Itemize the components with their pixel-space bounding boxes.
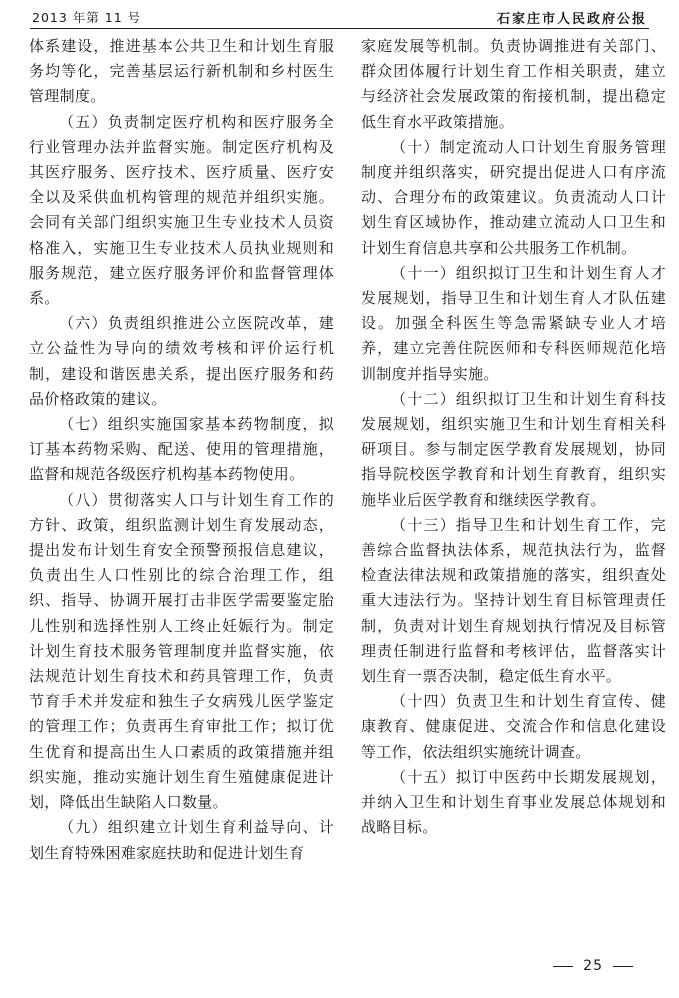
page-header [30,4,649,29]
paragraph-left-2: （五）负责制定医疗机构和医疗服务全行业管理办法并监督实施。制定医疗机构及其医疗服务、医疗技术、医疗质量、医疗安全以及采供血机构管理的规范并组织实施。会同有关部门组织实施卫生专业技术人员资格准入，实施卫生专业技术人员执业规则和服务规范，建立医疗服务评价和监督管理体系。 [29,112,334,308]
issue-label: 2013 年第 11 号 [32,10,142,25]
paragraph-right-2: （十）制定流动人口计划生育服务管理制度并组织落实，研究提出促进人口有序流动、合理分布的政策建议。负责流动人口计划生育区域协作，推动建立流动人口卫生和计划生育信息共享和公共服务工作机制。 [361,137,666,257]
paragraph-right-5: （十三）指导卫生和计划生育工作，完善综合监督执法体系，规范执法行为，监督检查法律法规和政策措施的落实，组织查处重大违法行为。坚持计划生育目标管理责任制，负责对计划生育规划执行情况及目标管理责任制进行监督和考核评估，监督落实计划生育一票否决制，稳定低生育水平。 [361,515,666,686]
paragraph-left-5: （八）贯彻落实人口与计划生育工作的方针、政策，组织监测计划生育发展动态，提出发布计划生育安全预警预报信息建议，负责出生人口性别比的综合治理工作，组织、指导、协调开展打击非医学需要鉴定胎儿性别和选择性别人工终止妊娠行为。制定计划生育技术服务管理制度并监督实施，依法规范计划生育技术和药具管理工作，负责节育手术并发症和独生子女病残儿医学鉴定的管理工作；负责再生育审批工作；拟订优生优育和提高出生人口素质的政策措施并组织实施，推动实施计划生育生殖健康促进计划，降低出生缺陷人口数量。 [29,490,334,812]
paragraph-left-1: 体系建设，推进基本公共卫生和计划生育服务均等化，完善基层运行新机制和乡村医生管理制度。 [29,37,334,106]
right-column [361,34,666,841]
journal-title: 石家庄市人民政府公报 [496,12,647,27]
paragraph-right-6: （十四）负责卫生和计划生育宣传、健康教育、健康促进、交流合作和信息化建设等工作，依法组织实施统计调查。 [361,692,666,761]
paragraph-right-3: （十一）组织拟订卫生和计划生育人才发展规划，指导卫生和计划生育人才队伍建设。加强全科医生等急需紧缺专业人才培养，建立完善住院医师和专科医师规范化培训制度并指导实施。 [361,263,666,383]
page-number: 25 [583,958,603,974]
left-column [29,34,334,866]
footer-dash-right [613,966,633,967]
paragraph-left-6: （九）组织建立计划生育利益导向、计划生育特殊困难家庭扶助和促进计划生育 [29,818,334,862]
page-footer [543,958,643,974]
paragraph-right-7: （十五）拟订中医药中长期发展规划，并纳入卫生和计划生育事业发展总体规划和战略目标。 [361,767,666,837]
paragraph-right-4: （十二）组织拟订卫生和计划生育科技发展规划，组织实施卫生和计划生育相关科研项目。参与制定医学教育发展规划，协同指导院校医学教育和计划生育教育，组织实施毕业后医学教育和继续医学教育。 [361,389,666,509]
paragraph-right-1: 家庭发展等机制。负责协调推进有关部门、群众团体履行计划生育工作相关职责，建立与经济社会发展政策的衔接机制，提出稳定低生育水平政策措施。 [361,37,666,131]
footer-dash-left [553,966,573,967]
paragraph-left-4: （七）组织实施国家基本药物制度，拟订基本药物采购、配送、使用的管理措施，监督和规范各级医疗机构基本药物使用。 [29,415,334,484]
paragraph-left-3: （六）负责组织推进公立医院改革，建立公益性为导向的绩效考核和评价运行机制，建设和谐医患关系，提出医疗服务和药品价格政策的建议。 [29,314,334,408]
